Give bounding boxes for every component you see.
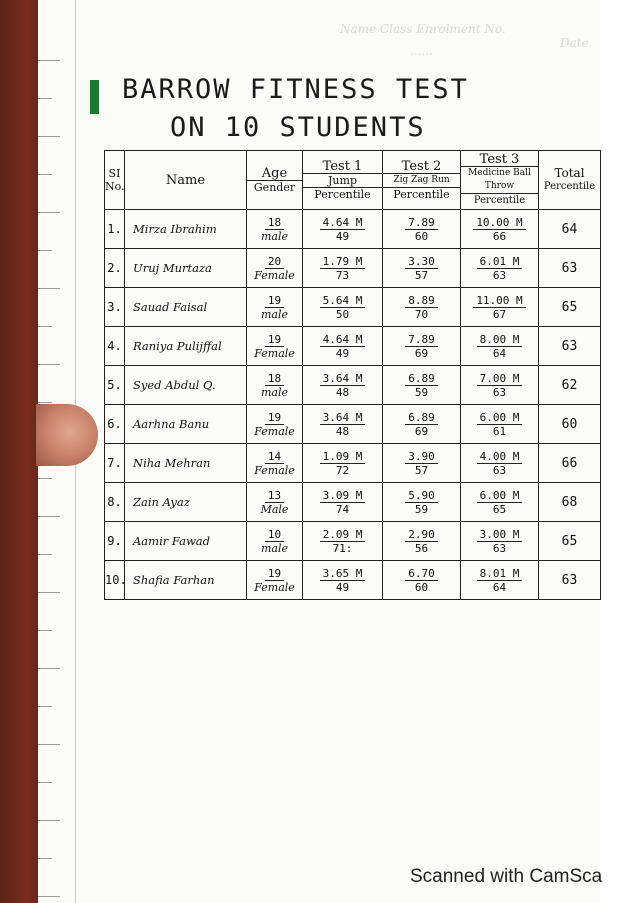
table-row (105, 249, 601, 288)
margin-tick (38, 782, 52, 783)
jump-percentile: 49 (335, 229, 350, 243)
row-number: 10. (105, 561, 125, 600)
header-age-gender (247, 151, 303, 210)
student-name: Niha Mehran (125, 444, 247, 483)
header-text: Jump (303, 174, 382, 188)
show-through-text: Date (560, 36, 589, 50)
gender-value: Female (254, 580, 295, 594)
margin-tick (38, 744, 60, 745)
test3-cell (461, 288, 539, 327)
age-value: 19 (265, 333, 284, 347)
medicine-ball-value: 6.00 M (477, 411, 523, 425)
zigzag-percentile: 57 (414, 463, 429, 477)
medicine-ball-value: 11.00 M (473, 294, 525, 308)
student-name: Uruj Murtaza (125, 249, 247, 288)
student-name: Mirza Ibrahim (125, 210, 247, 249)
header-text: SI (108, 167, 121, 180)
total-percentile: 63 (539, 561, 601, 600)
test2-cell (383, 366, 461, 405)
age-gender-cell (247, 483, 303, 522)
total-percentile: 65 (539, 522, 601, 561)
header-text: Percentile (393, 187, 450, 201)
jump-percentile: 49 (335, 580, 350, 594)
age-value: 18 (265, 372, 284, 386)
medicine-ball-value: 7.00 M (477, 372, 523, 386)
table-row (105, 444, 601, 483)
zigzag-value: 5.90 (405, 489, 438, 503)
zigzag-value: 7.89 (405, 216, 438, 230)
zigzag-percentile: 69 (414, 424, 429, 438)
total-percentile: 65 (539, 288, 601, 327)
zigzag-value: 2.90 (405, 528, 438, 542)
test1-cell (303, 366, 383, 405)
age-value: 18 (265, 216, 284, 230)
medicine-ball-value: 10.00 M (473, 216, 525, 230)
medicine-ball-percentile: 67 (492, 307, 507, 321)
thumb (36, 404, 98, 466)
medicine-ball-percentile: 66 (492, 229, 507, 243)
test2-cell (383, 405, 461, 444)
margin-tick (38, 668, 60, 669)
margin-tick (38, 250, 52, 251)
jump-value: 2.09 M (320, 528, 366, 542)
header-text: Zig Zag Run (383, 174, 460, 188)
zigzag-percentile: 70 (414, 307, 429, 321)
header-text: Medicine Ball (468, 168, 531, 178)
medicine-ball-percentile: 63 (492, 385, 507, 399)
gender-value: Female (254, 424, 295, 438)
jump-value: 1.79 M (320, 255, 366, 269)
age-gender-cell (247, 366, 303, 405)
header-text: Test 1 (303, 160, 382, 174)
age-value: 19 (265, 294, 284, 308)
margin-tick (38, 554, 52, 555)
total-percentile: 64 (539, 210, 601, 249)
margin-tick (38, 212, 60, 213)
jump-value: 1.09 M (320, 450, 366, 464)
test3-cell (461, 366, 539, 405)
zigzag-percentile: 60 (414, 229, 429, 243)
age-value: 13 (265, 489, 284, 503)
jump-value: 3.64 M (320, 411, 366, 425)
test2-cell (383, 327, 461, 366)
medicine-ball-percentile: 63 (492, 541, 507, 555)
jump-value: 3.65 M (320, 567, 366, 581)
header-text: Name (165, 172, 206, 188)
test1-cell (303, 405, 383, 444)
test2-cell (383, 483, 461, 522)
table-row (105, 366, 601, 405)
zigzag-value: 3.90 (405, 450, 438, 464)
header-text: Throw (461, 180, 538, 194)
jump-value: 3.09 M (320, 489, 366, 503)
table-row (105, 561, 601, 600)
test1-cell (303, 522, 383, 561)
jump-value: 5.64 M (320, 294, 366, 308)
header-test1 (303, 151, 383, 210)
gender-value: Female (254, 268, 295, 282)
header-sr-no (105, 151, 125, 210)
jump-percentile: 72 (335, 463, 350, 477)
test2-cell (383, 288, 461, 327)
zigzag-value: 8.89 (405, 294, 438, 308)
table-header-row (105, 151, 601, 210)
margin-tick (38, 820, 60, 821)
row-number: 1. (105, 210, 125, 249)
table-row (105, 405, 601, 444)
zigzag-percentile: 59 (414, 385, 429, 399)
medicine-ball-value: 4.00 M (477, 450, 523, 464)
margin-tick (38, 364, 60, 365)
test1-cell (303, 561, 383, 600)
header-test3 (461, 151, 539, 210)
page-title: BARROW FITNESS TEST (122, 74, 469, 105)
show-through-text: ...... (410, 44, 433, 58)
test1-cell (303, 327, 383, 366)
header-text: Test 3 (461, 153, 538, 167)
age-value: 19 (265, 567, 284, 581)
zigzag-value: 3.30 (405, 255, 438, 269)
header-text: Test 2 (383, 160, 460, 174)
test1-cell (303, 210, 383, 249)
medicine-ball-percentile: 64 (492, 346, 507, 360)
margin-tick (38, 630, 52, 631)
medicine-ball-percentile: 65 (492, 502, 507, 516)
medicine-ball-percentile: 63 (492, 463, 507, 477)
student-name: Aarhna Banu (125, 405, 247, 444)
margin-tick (38, 478, 52, 479)
test3-cell (461, 444, 539, 483)
scanner-watermark: Scanned with CamSca (410, 866, 603, 887)
row-number: 4. (105, 327, 125, 366)
total-percentile: 66 (539, 444, 601, 483)
jump-percentile: 49 (335, 346, 350, 360)
student-name: Zain Ayaz (125, 483, 247, 522)
test2-cell (383, 522, 461, 561)
student-name: Aamir Fawad (125, 522, 247, 561)
age-value: 14 (265, 450, 284, 464)
test2-cell (383, 210, 461, 249)
test2-cell (383, 249, 461, 288)
zigzag-percentile: 56 (414, 541, 429, 555)
age-value: 20 (265, 255, 284, 269)
margin-tick (38, 60, 60, 61)
test2-cell (383, 444, 461, 483)
age-gender-cell (247, 327, 303, 366)
gender-value: male (260, 229, 289, 243)
age-value: 10 (265, 528, 284, 542)
test1-cell (303, 444, 383, 483)
medicine-ball-value: 8.01 M (477, 567, 523, 581)
medicine-ball-value: 8.00 M (477, 333, 523, 347)
test3-cell (461, 483, 539, 522)
age-value: 19 (265, 411, 284, 425)
header-text: Percentile (473, 195, 526, 206)
age-gender-cell (247, 444, 303, 483)
header-text: Percentile (314, 187, 371, 201)
test3-cell (461, 405, 539, 444)
gender-value: male (260, 307, 289, 321)
zigzag-value: 7.89 (405, 333, 438, 347)
header-text: Gender (253, 180, 296, 194)
table-row (105, 327, 601, 366)
test1-cell (303, 288, 383, 327)
student-name: Shafia Farhan (125, 561, 247, 600)
gender-value: male (260, 385, 289, 399)
zigzag-percentile: 60 (414, 580, 429, 594)
zigzag-value: 6.89 (405, 411, 438, 425)
zigzag-percentile: 69 (414, 346, 429, 360)
gender-value: Male (260, 502, 289, 516)
row-number: 3. (105, 288, 125, 327)
green-highlight-bar (90, 80, 99, 114)
margin-tick (38, 706, 52, 707)
age-gender-cell (247, 561, 303, 600)
margin-tick (38, 896, 60, 897)
medicine-ball-value: 6.00 M (477, 489, 523, 503)
row-number: 8. (105, 483, 125, 522)
header-text: No. (105, 180, 125, 193)
age-gender-cell (247, 522, 303, 561)
test1-cell (303, 483, 383, 522)
margin-tick (38, 402, 52, 403)
table-row (105, 483, 601, 522)
age-gender-cell (247, 405, 303, 444)
test3-cell (461, 561, 539, 600)
zigzag-value: 6.70 (405, 567, 438, 581)
paper-edge (600, 0, 638, 903)
medicine-ball-value: 6.01 M (477, 255, 523, 269)
zigzag-percentile: 57 (414, 268, 429, 282)
header-text: Total (554, 166, 585, 180)
table-row (105, 210, 601, 249)
jump-value: 3.64 M (320, 372, 366, 386)
row-number: 6. (105, 405, 125, 444)
header-total (539, 151, 601, 210)
zigzag-percentile: 59 (414, 502, 429, 516)
total-percentile: 68 (539, 483, 601, 522)
margin-tick (38, 174, 52, 175)
row-number: 2. (105, 249, 125, 288)
jump-percentile: 73 (335, 268, 350, 282)
test3-cell (461, 249, 539, 288)
student-name: Raniya Pulijffal (125, 327, 247, 366)
test1-cell (303, 249, 383, 288)
test3-cell (461, 327, 539, 366)
jump-percentile: 48 (335, 385, 350, 399)
total-percentile: 63 (539, 249, 601, 288)
show-through-text: Name Class Enrolment No. (340, 22, 506, 36)
header-text: Age (247, 167, 302, 181)
medicine-ball-percentile: 64 (492, 580, 507, 594)
row-number: 9. (105, 522, 125, 561)
fitness-table (104, 150, 601, 600)
table-row (105, 522, 601, 561)
header-test2 (383, 151, 461, 210)
medicine-ball-value: 3.00 M (477, 528, 523, 542)
medicine-ball-percentile: 61 (492, 424, 507, 438)
margin-tick (38, 516, 60, 517)
age-gender-cell (247, 210, 303, 249)
jump-value: 4.64 M (320, 333, 366, 347)
age-gender-cell (247, 288, 303, 327)
test2-cell (383, 561, 461, 600)
margin-tick (38, 136, 60, 137)
jump-percentile: 50 (335, 307, 350, 321)
page-subtitle: ON 10 STUDENTS (170, 112, 426, 143)
student-name: Syed Abdul Q. (125, 366, 247, 405)
header-name (125, 151, 247, 210)
table-row (105, 288, 601, 327)
gender-value: male (260, 541, 289, 555)
gender-value: Female (254, 463, 295, 477)
margin-tick (38, 288, 60, 289)
total-percentile: 60 (539, 405, 601, 444)
medicine-ball-percentile: 63 (492, 268, 507, 282)
jump-percentile: 74 (335, 502, 350, 516)
total-percentile: 62 (539, 366, 601, 405)
margin-tick (38, 98, 52, 99)
row-number: 5. (105, 366, 125, 405)
jump-value: 4.64 M (320, 216, 366, 230)
zigzag-value: 6.89 (405, 372, 438, 386)
test3-cell (461, 522, 539, 561)
row-number: 7. (105, 444, 125, 483)
student-name: Sauad Faisal (125, 288, 247, 327)
margin-tick (38, 592, 60, 593)
margin-tick (38, 858, 52, 859)
total-percentile: 63 (539, 327, 601, 366)
margin-tick (38, 326, 52, 327)
test3-cell (461, 210, 539, 249)
age-gender-cell (247, 249, 303, 288)
header-text: Percentile (543, 181, 596, 192)
jump-percentile: 71: (332, 541, 353, 555)
gender-value: Female (254, 346, 295, 360)
jump-percentile: 48 (335, 424, 350, 438)
